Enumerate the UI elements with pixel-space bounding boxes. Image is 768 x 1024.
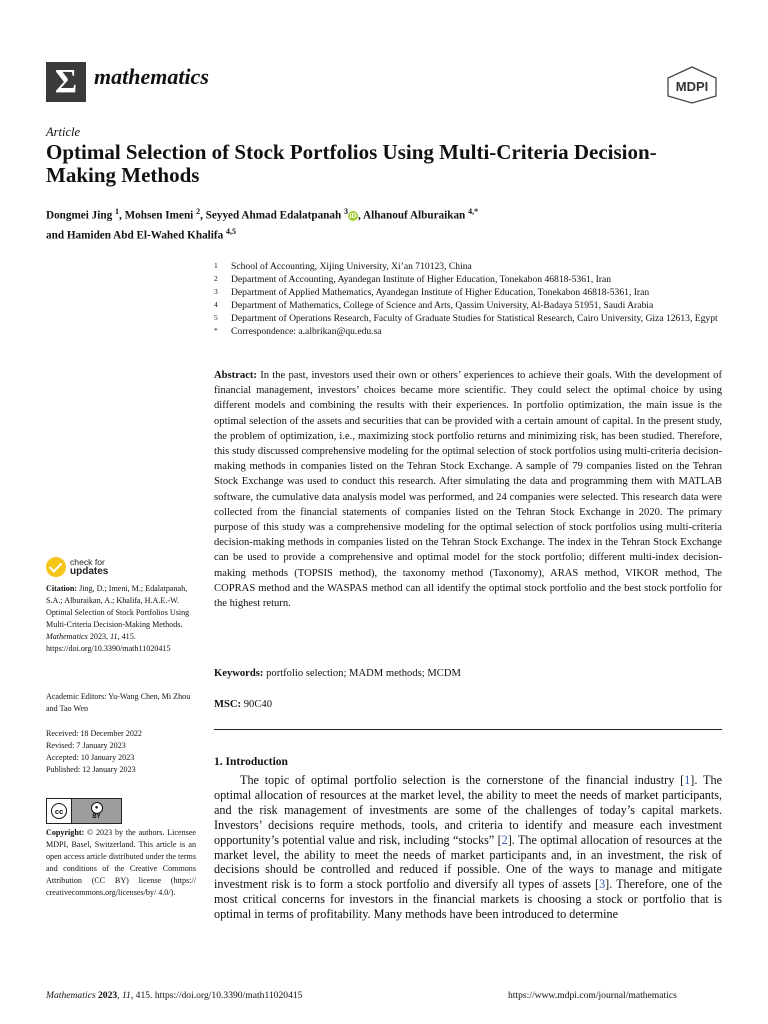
- footer-doi[interactable]: , 415. https://doi.org/10.3390/math11020415: [130, 990, 303, 1001]
- author-name: Mohsen Imeni: [124, 209, 194, 222]
- affiliation-text: Department of Operations Research, Faculty of Graduate Studies for Statistical Research, Cairo University, Giza 12613, Egypt: [231, 313, 718, 324]
- author-conjunction: and: [46, 229, 65, 242]
- intro-text: ]. The optimal allocation of resources at the market level, the ability to meet the needs of market participants and, in an investment, the risk of decisions should be controlled and reduced if possible. One of the ways to manage and mitigate investment risk is to form a stock portfolio and diversify all types of assets [: [214, 832, 722, 892]
- affiliation-number: 5: [214, 313, 218, 322]
- divider: [214, 729, 722, 730]
- section-title: 1. Introduction: [214, 756, 288, 768]
- author-affil-mark: 1: [115, 207, 119, 216]
- citation-text: Jing, D.; Imeni, M.; Edalatpanah, S.A.; Alburaikan, A.; Khalifa, H.A.E.-W. Optimal Selection of Stock Portfolios Using Multi-Criteria Decision-Making Methods.: [46, 584, 190, 630]
- article-type: Article: [46, 125, 81, 139]
- by-icon-cell: [72, 799, 121, 823]
- affiliation-item: [214, 273, 724, 286]
- author-affil-mark: 4,5: [226, 226, 236, 236]
- cc-icon: cc: [51, 803, 67, 819]
- orcid-icon[interactable]: iD: [349, 211, 357, 220]
- intro-body: [214, 773, 722, 922]
- author-name: Hamiden Abd El-Wahed Khalifa: [66, 229, 224, 242]
- keywords-text: portfolio selection; MADM methods; MCDM: [266, 668, 461, 679]
- intro-text: The topic of optimal portfolio selection is the cornerstone of the financial industry [: [240, 773, 685, 787]
- academic-editors: Academic Editors: Yu-Wang Chen, Mi Zhou and Tao Wen: [46, 692, 191, 714]
- msc: [214, 699, 272, 710]
- paper-title: Optimal Selection of Stock Portfolios Using Multi-Criteria Decision-Making Methods: [46, 140, 657, 187]
- correspondence-email[interactable]: Correspondence: a.albrikan@qu.edu.sa: [231, 326, 382, 337]
- journal-logo: [46, 62, 86, 102]
- publication-dates: [46, 728, 196, 776]
- citation-label: Citation:: [46, 584, 78, 593]
- affiliation-item: [214, 299, 724, 312]
- by-label: BY: [92, 814, 101, 820]
- citation-journal: Mathematics: [46, 632, 88, 642]
- sigma-icon: Σ: [54, 63, 78, 100]
- journal-name: mathematics: [94, 64, 209, 89]
- citation-link[interactable]: 1: [684, 773, 691, 787]
- affiliation-text: School of Accounting, Xijing University, Xi’an 710123, China: [231, 261, 472, 272]
- affiliation-item: [214, 286, 724, 299]
- author-affil-mark: 2: [196, 207, 201, 216]
- cc-by-license-badge[interactable]: [46, 798, 122, 824]
- checkmark-icon: [46, 557, 66, 577]
- copyright-text: © 2023 by the authors. Licensee MDPI, Basel, Switzerland. This article is an open access article distributed under the terms and conditions of the Creative Commons Attribution (CC BY) license (https:// creativecommons.org/licenses/by/ 4.0/).: [46, 828, 196, 898]
- author-affil-mark: 3: [344, 207, 349, 216]
- abstract-text: In the past, investors used their own or others’ experiences to achieve their goals. With the development of financial management, investors’ choices became more scientific. They could select the optimal choice by using different models and combining the results with their experiences. In portfolio optimization, the main issue is the optimal selection of the assets and securities that can be provided with a certain amount of capital. In the present study, the problem of optimization, i.e., maximizing stock portfolio returns and minimizing risk, has been studied. Therefore, this study discussed comprehensive modeling for the optimal selection of stock portfolios using multi-criteria decision-making methods in companies listed on the Tehran Stock Exchange. A sample of 79 companies listed on the Tehran Stock Exchange was used to conduct this research. After simulating the data and programming them with MATLAB software, the cumulative data analysis model was performed, and 24 companies were selected. This research data were collected from the financial statements of companies listed on the Tehran Stock Exchange in 2020. The primary purpose of this study was a comprehensive modeling for the optimal selection of stock portfolios using multi-criteria decision-making methods in companies listed on the Tehran Stock Exchange. The index in the Tehran Stock Exchange can be used to provide a comprehensive and optimal model for the stock portfolio; different multi-index decision-making methods (TOPSIS method), the taxonomy method (Taxonomy), ARAS method, VIKOR method, The COPRAS method and the WASPAS method can all identify the optimal stock portfolio and the best stock portfolio for the highest return.: [214, 370, 722, 610]
- author-name: Dongmei Jing: [46, 209, 113, 222]
- abstract: [214, 368, 722, 611]
- citation-block: Citation: Jing, D.; Imeni, M.; Edalatpanah, S.A.; Alburaikan, A.; Khalifa, H.A.E.-W. Optimal Selection of Stock Portfolios Using Multi-Criteria Decision-Making Methods. Mathematics 2023, 11, 415. https://doi.org/10.3390/math11020415: [46, 584, 190, 654]
- abstract-label: Abstract:: [214, 370, 257, 381]
- keywords: [214, 668, 461, 679]
- affiliation-text: Department of Applied Mathematics, Ayandegan Institute of Higher Education, Tonekabon 46818-5361, Iran: [231, 287, 650, 298]
- footer-journal: Mathematics: [46, 990, 96, 1001]
- affiliation-number: 3: [214, 287, 218, 296]
- affiliations: [214, 260, 724, 338]
- footer-volume: 11: [121, 990, 131, 1001]
- copyright-notice: [46, 827, 196, 900]
- intro-text: ]. Therefore, one of the most critical concerns for investors in the financial markets is choosing a stock or portfolio that is optimal in terms of profitability. Many methods have been introduced to determine: [214, 877, 722, 922]
- check-for-updates-label: [70, 558, 108, 576]
- check-for-updates-button[interactable]: [46, 556, 166, 578]
- affiliation-number: 2: [214, 274, 218, 283]
- footer-year: 2023: [97, 990, 118, 1001]
- date-published: Published: 12 January 2023: [46, 765, 136, 775]
- cc-icon-cell: [47, 799, 72, 823]
- footer-journal-url[interactable]: https://www.mdpi.com/journal/mathematics: [508, 990, 677, 1001]
- intro-text: ]. The optimal allocation of resources at the market level, the ability to meet the needs of market participants, and the risk management of investments are some of the challenges of today’s capital markets. Investors’ decisions require methods, tools, and criteria to identify and measure each investment opportunity’s potential value and risk, including “stocks” [: [214, 773, 722, 847]
- author-name: Seyyed Ahmad Edalatpanah: [205, 209, 342, 222]
- mdpi-hexagon-icon: [666, 66, 718, 104]
- svg-text:MDPI: MDPI: [675, 79, 709, 94]
- author-affil-mark: 4,*: [468, 207, 479, 216]
- affiliation-item: [214, 312, 724, 325]
- affiliation-number: 4: [214, 300, 218, 309]
- person-icon: ●: [91, 802, 103, 814]
- affiliation-item: [214, 260, 724, 273]
- mdpi-logo: [666, 66, 718, 104]
- date-revised: Revised: 7 January 2023: [46, 741, 126, 751]
- citation-volume: 11: [110, 632, 118, 642]
- affiliation-text: Department of Accounting, Ayandegan Institute of Higher Education, Tonekabon 46818-5361, Iran: [231, 274, 612, 285]
- affiliation-number: *: [214, 326, 218, 335]
- msc-text: 90C40: [243, 699, 272, 710]
- check-line2: updates: [70, 566, 109, 577]
- footer-citation: Mathematics 2023, 11, 415. https://doi.org/10.3390/math11020415: [46, 990, 303, 1001]
- copyright-label: Copyright:: [46, 828, 85, 837]
- citation-year: 2023: [89, 632, 107, 642]
- citation-link[interactable]: 2: [501, 832, 508, 847]
- author-name: Alhanouf Alburaikan: [363, 209, 466, 222]
- keywords-label: Keywords:: [214, 668, 264, 679]
- affiliation-text: Department of Mathematics, College of Science and Arts, Qassim University, Al-Badaya 51951, Saudi Arabia: [231, 300, 654, 311]
- check-line1: check for: [70, 557, 105, 567]
- date-accepted: Accepted: 10 January 2023: [46, 753, 135, 763]
- author-list: Dongmei Jing $^1$, Mohsen Imeni $^2$, Seyyed Ahmad Edalatpanah $^3$ iD , Alhanouf Alburaikan $^{4,*}$ and Hamiden Abd El-Wahed Khalifa $^{4,5}$: [46, 207, 479, 242]
- date-received: Received: 18 December 2022: [46, 729, 142, 738]
- correspondence: [214, 325, 724, 338]
- intro-paragraph: [214, 773, 722, 922]
- citation-doi[interactable]: , 415. https://doi.org/10.3390/math11020415: [46, 632, 171, 654]
- msc-label: MSC:: [214, 699, 242, 710]
- affiliation-number: 1: [214, 261, 218, 270]
- citation-link[interactable]: 3: [599, 877, 606, 892]
